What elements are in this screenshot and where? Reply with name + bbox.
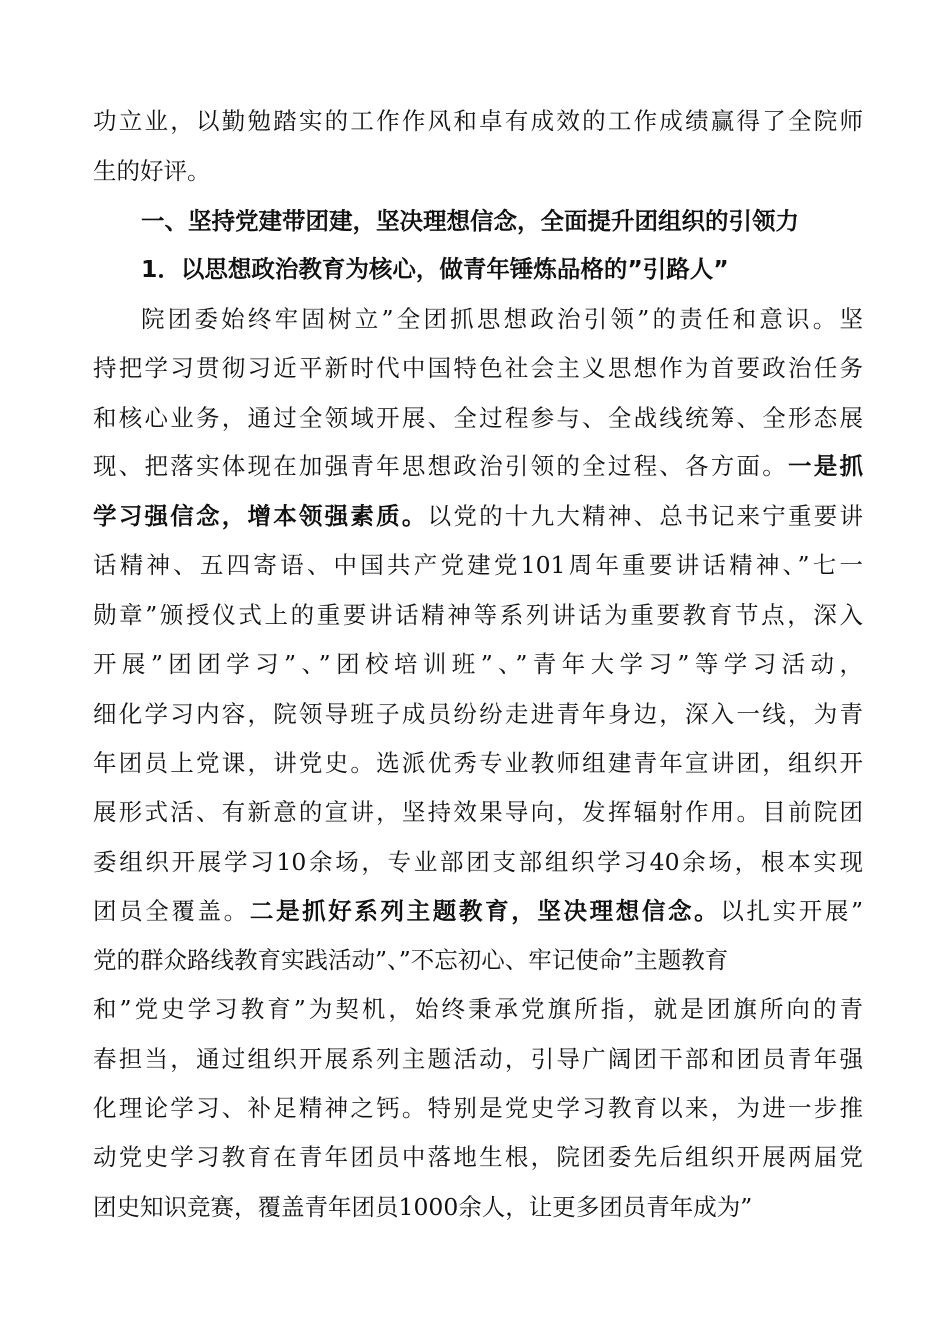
paragraph-line: 持把学习贯彻习近平新时代中国特色社会主义思想作为首要政治任务 xyxy=(93,354,863,382)
bold-point-one: 学习强信念，增本领强素质。 xyxy=(93,502,428,530)
paragraph-line: 团史知识竞赛，覆盖青年团员1000余人，让更多团员青年成为” xyxy=(93,1193,753,1221)
paragraph-line: 院团委始终牢固树立”全团抓思想政治引领”的责任和意识。坚 xyxy=(141,305,863,333)
paragraph-line: 和核心业务，通过全领域开展、全过程参与、全战线统筹、全形态展 xyxy=(93,404,863,432)
bold-point-two: 二是抓好系列主题教育，坚决理想信念。 xyxy=(249,897,721,925)
line-text: 以扎实开展” xyxy=(720,897,863,925)
paragraph-line: 春担当，通过组织开展系列主题活动，引导广阔团干部和团员青年强 xyxy=(93,1045,863,1073)
paragraph-line: 功立业，以勤勉踏实的工作作风和卓有成效的工作成绩赢得了全院师 xyxy=(93,107,863,135)
paragraph-line: 勋章”颁授仪式上的重要讲话精神等系列讲话为重要教育节点，深入 xyxy=(93,601,863,629)
paragraph-line: 生的好评。 xyxy=(93,157,211,185)
paragraph-line xyxy=(93,885,863,937)
line-text: 现、把落实体现在加强青年思想政治引领的全过程、各方面。 xyxy=(93,452,789,480)
paragraph-line: 年团员上党课，讲党史。选派优秀专业教师组建青年宣讲团，组织开 xyxy=(93,749,863,777)
paragraph-line: 委组织开展学习10余场，专业部团支部组织学习40余场，根本实现 xyxy=(93,848,863,876)
section-heading: 一、坚持党建带团建，坚决理想信念，全面提升团组织的引领力 xyxy=(141,207,799,235)
paragraph-line: 和”党史学习教育”为契机，始终秉承党旗所指，就是团旗所向的青 xyxy=(93,995,863,1023)
subsection-heading: 1．以思想政治教育为核心，做青年锤炼品格的”引路人” xyxy=(141,255,729,283)
paragraph-line: 化理论学习、补足精神之钙。特别是党史学习教育以来，为进一步推 xyxy=(93,1094,863,1122)
line-text: 以党的十九大精神、总书记来宁重要讲 xyxy=(427,502,863,530)
paragraph-line: 细化学习内容，院领导班子成员纷纷走进青年身边，深入一线，为青 xyxy=(93,700,863,728)
line-text: 团员全覆盖。 xyxy=(93,897,250,925)
paragraph-line xyxy=(93,440,863,492)
paragraph-line: 开展”团团学习”、”团校培训班”、”青年大学习”等学习活动， xyxy=(93,650,863,678)
paragraph-line xyxy=(93,490,863,542)
paragraph-line: 话精神、五四寄语、中国共产党建党101周年重要讲话精神、”七一 xyxy=(93,551,863,579)
bold-point-one: 一是抓 xyxy=(788,452,863,480)
paragraph-line: 动党史学习教育在青年团员中落地生根，院团委先后组织开展两届党 xyxy=(93,1143,863,1171)
paragraph-line: 党的群众路线教育实践活动”、”不忘初心、牢记使命”主题教育 xyxy=(93,946,729,974)
paragraph-line: 展形式活、有新意的宣讲，坚持效果导向，发挥辐射作用。目前院团 xyxy=(93,798,863,826)
